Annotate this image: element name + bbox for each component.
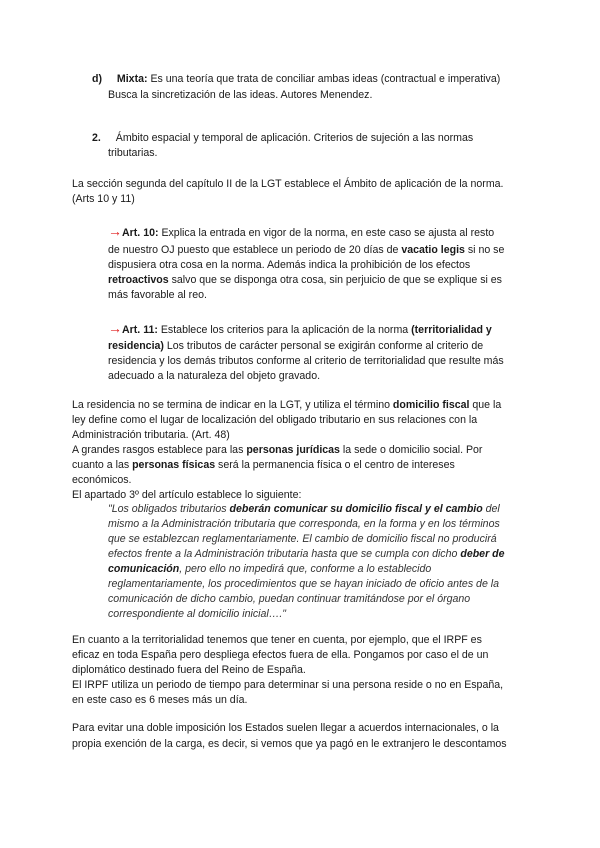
art11-label: Art. 11: — [122, 324, 158, 336]
residence-line-5: cuanto a las personas físicas será la permanencia física o el centro de intereses — [72, 459, 455, 471]
art11-line-3: residencia y los demás tributos conforme al criterio de territorialidad que resulte más — [108, 355, 504, 367]
art10-line-2: de nuestro OJ puesto que establece un periodo de 20 días de vacatio legis si no se — [108, 244, 505, 256]
art11-line-2: residencia) Los tributos de carácter personal se exigirán conforme al criterio de — [108, 340, 484, 352]
territoriality-line-5: en este caso es 6 meses más un día. — [72, 694, 248, 706]
item-d-marker: d) — [92, 73, 102, 85]
double-tax-line-2: propia exención de la carga, es decir, si vemos que ya pagó en le extranjero le descontamos — [72, 738, 507, 750]
quote-line-7: comunicación de dicho cambio, puedan continuar tramitándose por el órgano — [108, 593, 471, 605]
quote-line-8: correspondiente al domicilio inicial…." — [108, 608, 287, 620]
double-tax-line-1: Para evitar una doble imposición los Estados suelen llegar a acuerdos internacionales, o la — [72, 722, 499, 734]
art11-line-4: adecuado a la naturaleza del objeto gravado. — [108, 370, 321, 382]
personas-juridicas-term: personas jurídicas — [246, 444, 340, 456]
art10-label: Art. 10: — [122, 227, 159, 239]
residence-line-2: ley define como el lugar de localización del obligado tributario en sus relaciones con la — [72, 414, 478, 426]
residence-line-6: económicos. — [72, 474, 132, 486]
item-d-line-2: Busca la sincretización de las ideas. Autores Menendez. — [108, 89, 373, 101]
item-2-line-1: 2. Ámbito espacial y temporal de aplicación. Criterios de sujeción a las normas — [92, 132, 474, 144]
territoriality-line-2: eficaz en toda España pero despliega efectos fuera de ella. Pongamos por caso el de un — [72, 649, 489, 661]
residence-line-7: El apartado 3º del artículo establece lo siguiente: — [72, 489, 302, 501]
residence-line-3: Administración tributaria. (Art. 48) — [72, 429, 230, 441]
item-d-line-1: d) Mixta: Es una teoría que trata de conciliar ambas ideas (contractual e imperativa) — [92, 73, 501, 85]
retroactivos-term: retroactivos — [108, 274, 169, 286]
item-2-marker: 2. — [92, 132, 101, 144]
arrow-right-icon: → — [108, 320, 122, 336]
territoriality-line-4: El IRPF utiliza un periodo de tiempo para determinar si una persona reside o no en España, — [72, 679, 504, 691]
item-d-term: Mixta: — [116, 73, 148, 85]
quote-line-4: efectos frente a la Administración tributaria hasta que se cumpla con dicho deber de — [108, 548, 505, 560]
residence-line-1: La residencia no se termina de indicar en la LGT, y utiliza el término domicilio fiscal que la — [72, 399, 502, 411]
arrow-right-icon: → — [108, 223, 122, 239]
intro-line-2: (Arts 10 y 11) — [72, 193, 135, 205]
quote-line-1: "Los obligados tributarios deberán comunicar su domicilio fiscal y el cambio del — [108, 503, 500, 515]
item-2-line-2: tributarias. — [108, 147, 158, 159]
territoriality-line-1: En cuanto a la territorialidad tenemos que tener en cuenta, por ejemplo, que el IRPF es — [72, 634, 482, 646]
vacatio-legis-term: vacatio legis — [401, 244, 465, 256]
art10-line-5: más favorable al reo. — [108, 289, 207, 301]
quote-line-5: comunicación, pero ello no impedirá que, conforme a lo establecido — [108, 563, 432, 575]
art11-line-1: →Art. 11: Establece los criterios para la aplicación de la norma (territorialidad y — [108, 320, 492, 336]
art10-line-4: retroactivos salvo que se disponga otra cosa, sin perjuicio de que se explique si es — [108, 274, 502, 286]
art10-line-1: →Art. 10: Explica la entrada en vigor de la norma, en este caso se ajusta al resto — [108, 223, 495, 239]
quote-line-6: reglamentariamente, los procedimientos que se hayan iniciado de oficio antes de la — [108, 578, 500, 590]
residence-line-4: A grandes rasgos establece para las personas jurídicas la sede o domicilio social. Por — [72, 444, 483, 456]
territoriality-line-3: diplomático destinado fuera del Reino de España. — [72, 664, 306, 676]
art10-line-3: dispusiera otra cosa en la norma. Además indica la prohibición de los efectos — [108, 259, 471, 271]
quote-line-2: mismo a la Administración tributaria que corresponda, en la forma y en los términos — [108, 518, 500, 530]
quote-line-3: que se establezcan reglamentariamente. El cambio de domicilio fiscal no producirá — [108, 533, 497, 545]
domicilio-fiscal-term: domicilio fiscal — [392, 399, 470, 411]
intro-line-1: La sección segunda del capítulo II de la LGT establece el Ámbito de aplicación de la norma. — [72, 178, 504, 190]
personas-fisicas-term: personas físicas — [132, 459, 216, 471]
